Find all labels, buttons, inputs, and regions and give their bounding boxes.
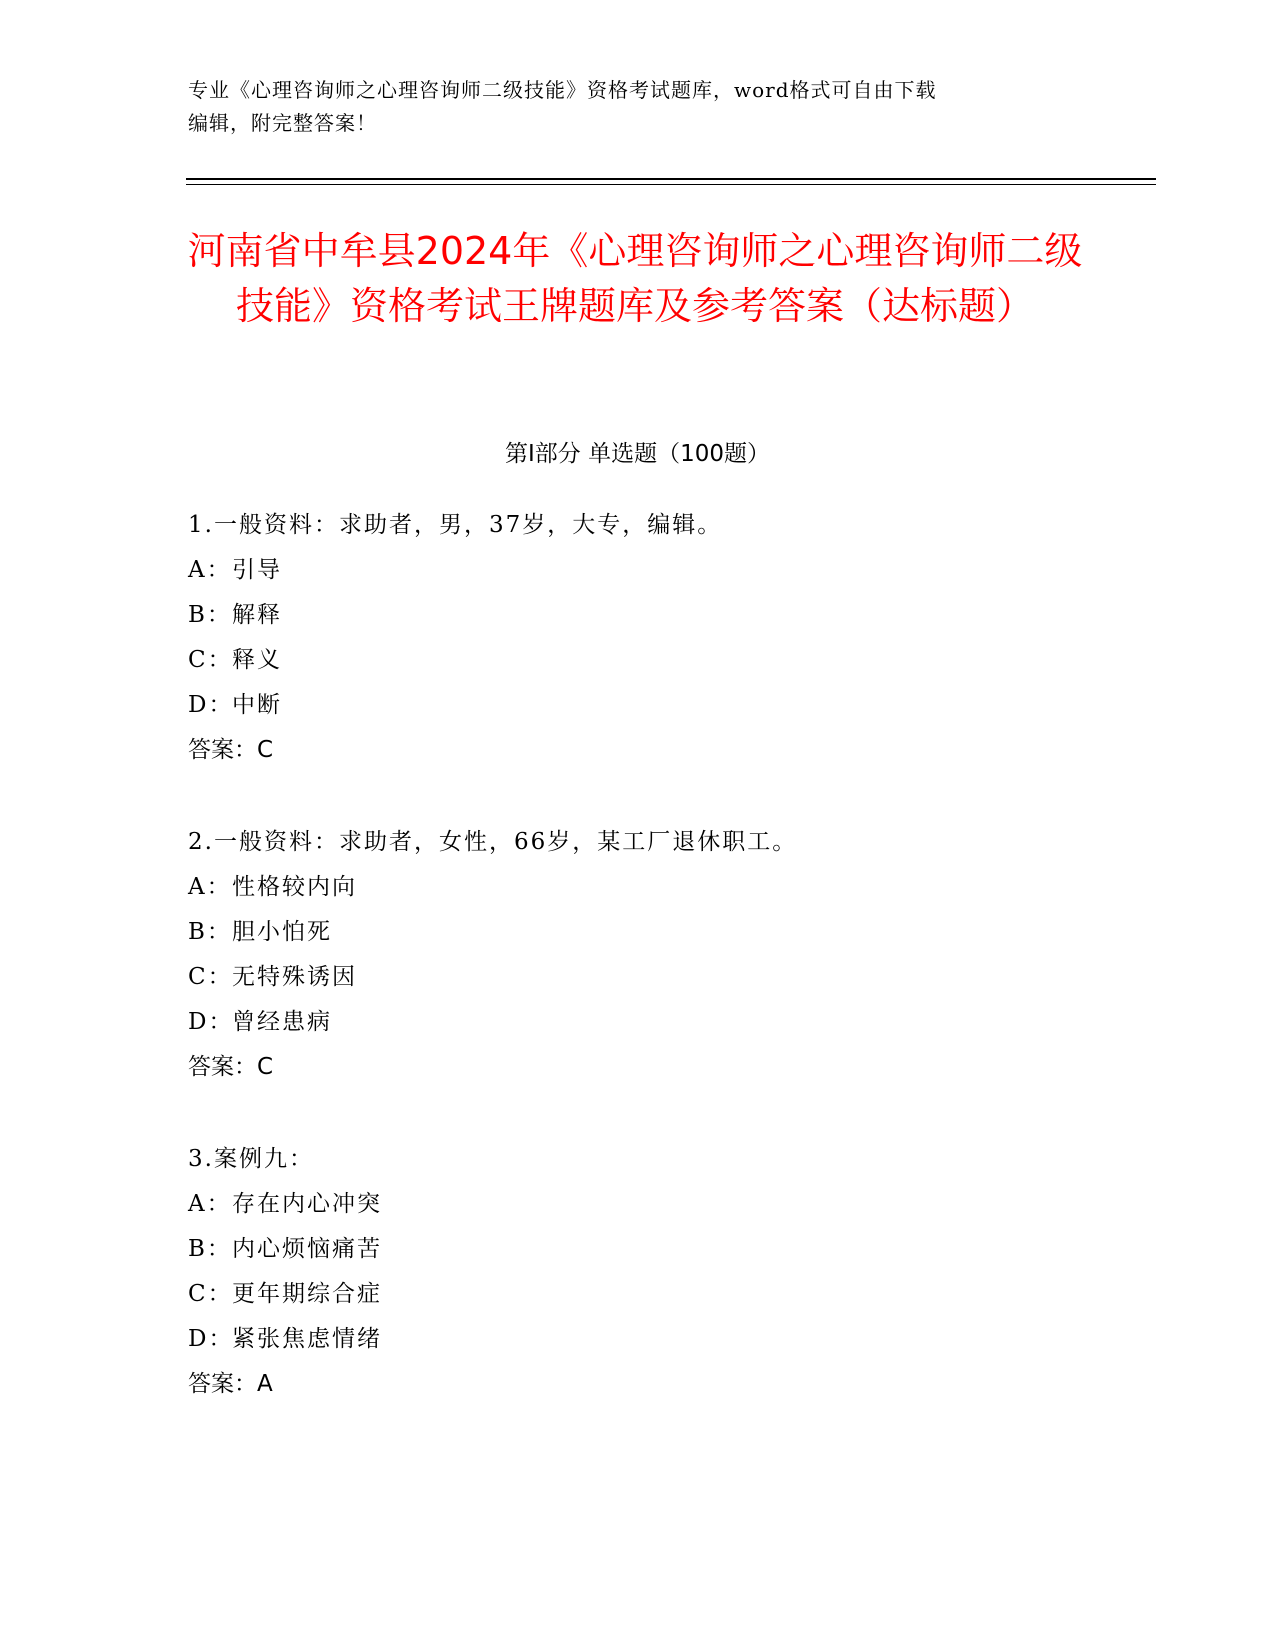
document-title: 河南省中牟县2024年《心理咨询师之心理咨询师二级技能》资格考试王牌题库及参考答案（达标题） [187,229,1083,328]
option-letter: A： [188,557,232,583]
header-divider-thin [186,184,1156,185]
option-letter: D： [188,1326,234,1352]
question-2 [188,820,1088,1090]
header-note-line-1: 专业《心理咨询师之心理咨询师二级技能》资格考试题库，word格式可自由下载 [188,78,937,102]
option-c [188,955,1088,1000]
option-text: 胆小怕死 [232,919,332,945]
option-text: 释义 [232,647,282,673]
question-stem: 1.一般资料：求助者，男，37岁，大专，编辑。 [188,512,723,538]
option-b [188,1227,1088,1272]
option-letter: C： [188,647,233,673]
option-text: 引导 [232,557,282,583]
option-text: 无特殊诱因 [232,964,357,990]
option-a [188,548,1088,593]
header-note-line-2: 编辑，附完整答案！ [188,111,377,135]
option-b [188,593,1088,638]
option-text: 中断 [232,692,282,718]
option-letter: C： [188,964,233,990]
option-letter: D： [188,692,234,718]
option-d [188,1000,1088,1045]
answer-line: 答案：C [188,1054,274,1080]
answer-line: 答案：A [188,1371,273,1397]
option-c [188,638,1088,683]
option-text: 性格较内向 [232,874,357,900]
question-3 [188,1137,1088,1407]
option-text: 存在内心冲突 [232,1191,382,1217]
option-text: 内心烦恼痛苦 [232,1236,382,1262]
section-heading: 第Ⅰ部分 单选题（100题） [505,441,770,467]
option-d [188,683,1088,728]
question-1 [188,503,1088,773]
question-stem: 3.案例九： [188,1146,314,1172]
option-letter: B： [188,919,232,945]
header-divider-thick [186,178,1156,180]
option-text: 曾经患病 [232,1009,332,1035]
question-stem: 2.一般资料：求助者，女性，66岁，某工厂退休职工。 [188,829,798,855]
option-letter: B： [188,1236,232,1262]
option-text: 解释 [232,602,282,628]
option-letter: B： [188,602,232,628]
option-text: 更年期综合症 [232,1281,382,1307]
option-letter: C： [188,1281,233,1307]
header-note [188,74,1088,140]
option-letter: A： [188,874,232,900]
option-d [188,1317,1088,1362]
option-a [188,1182,1088,1227]
answer-line: 答案：C [188,737,274,763]
option-a [188,865,1088,910]
option-b [188,910,1088,955]
option-c [188,1272,1088,1317]
option-letter: A： [188,1191,232,1217]
option-letter: D： [188,1009,234,1035]
option-text: 紧张焦虑情绪 [232,1326,382,1352]
